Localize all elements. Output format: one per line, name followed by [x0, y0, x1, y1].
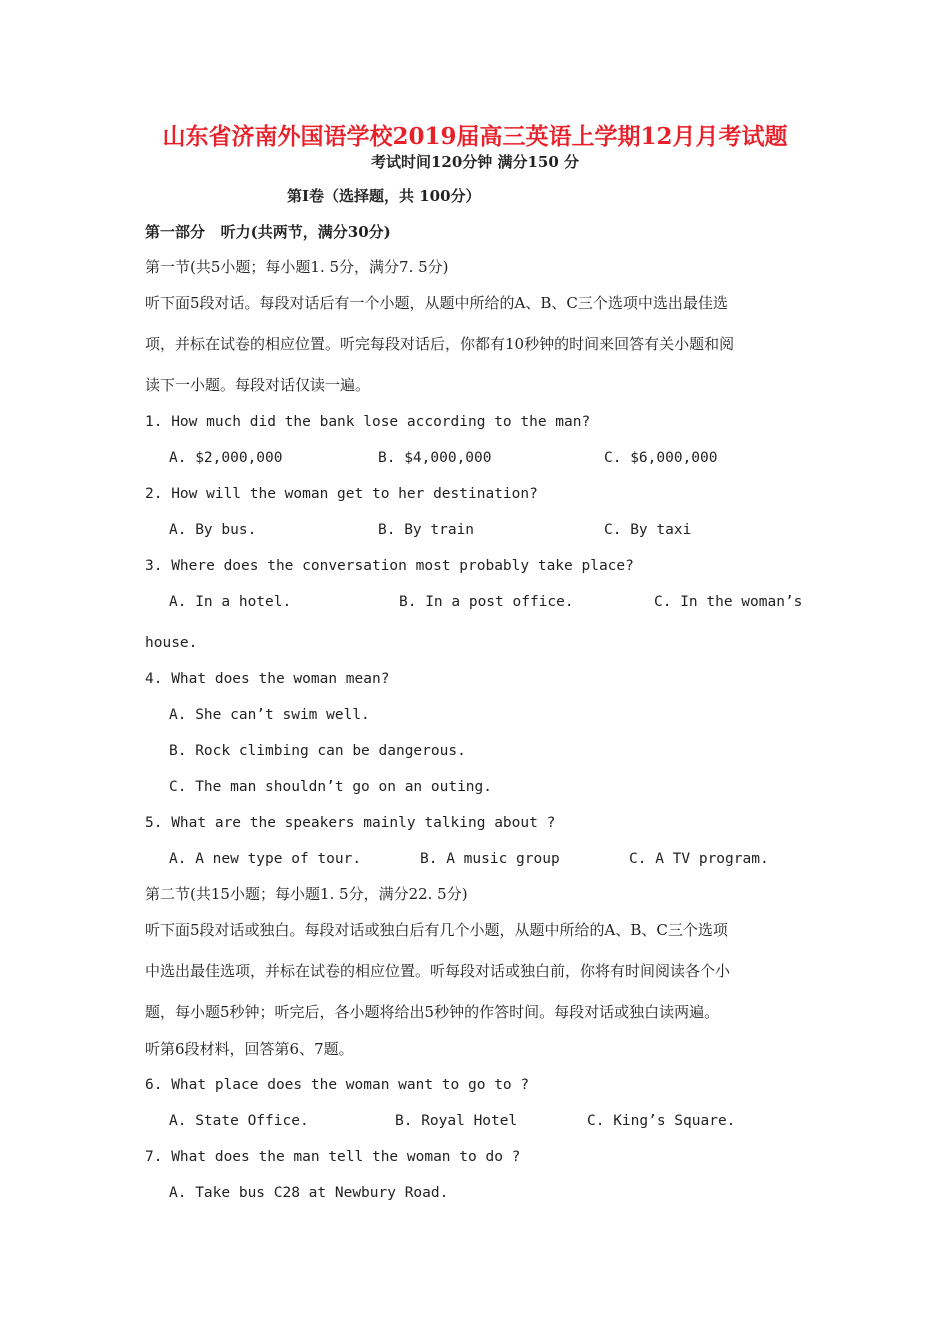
- section2-instruction-line: 中选出最佳选项，并标在试卷的相应位置。听每段对话或独白前，你将有时间阅读各个小: [145, 962, 731, 980]
- question-7-stem: 7. What does the man tell the woman to do ?: [145, 1149, 521, 1165]
- question-4-option-c: C. The man shouldn’t go on an outing.: [169, 779, 493, 795]
- question-1-option-c: C. $6,000,000: [604, 450, 718, 466]
- question-5-option-c: C. A TV program.: [629, 851, 769, 867]
- section2-heading: 第二节(共15小题；每小题1. 5分，满分22. 5分): [145, 885, 468, 903]
- question-1-option-b: B. $4,000,000: [378, 450, 492, 466]
- question-5-option-b: B. A music group: [420, 851, 560, 867]
- exam-title: 山东省济南外国语学校2019届高三英语上学期12月月考试题: [162, 123, 788, 150]
- question-4-option-a: A. She can’t swim well.: [169, 707, 370, 723]
- question-1-stem: 1. How much did the bank lose according to the man?: [145, 414, 591, 430]
- question-4-stem: 4. What does the woman mean?: [145, 671, 390, 687]
- section2-instruction-line: 听下面5段对话或独白。每段对话或独白后有几个小题，从题中所给的A、B、C三个选项: [145, 921, 728, 939]
- section1-heading: 第一节(共5小题；每小题1. 5分，满分7. 5分): [145, 258, 449, 276]
- question-6-option-c: C. King’s Square.: [587, 1113, 736, 1129]
- question-2-stem: 2. How will the woman get to her destination?: [145, 486, 538, 502]
- question-3-option-b: B. In a post office.: [399, 594, 574, 610]
- question-7-option-a: A. Take bus C28 at Newbury Road.: [169, 1185, 449, 1201]
- question-5-stem: 5. What are the speakers mainly talking about ?: [145, 815, 556, 831]
- question-3-stem: 3. Where does the conversation most probably take place?: [145, 558, 634, 574]
- question-6-option-a: A. State Office.: [169, 1113, 309, 1129]
- question-5-option-a: A. A new type of tour.: [169, 851, 362, 867]
- question-2-option-a: A. By bus.: [169, 522, 257, 538]
- question-2-option-b: B. By train: [378, 522, 475, 538]
- question-3-option-c-continued: house.: [145, 635, 198, 651]
- question-2-option-c: C. By taxi: [604, 522, 692, 538]
- section1-instruction-line: 读下一小题。每段对话仅读一遍。: [145, 376, 371, 394]
- question-6-stem: 6. What place does the woman want to go to ?: [145, 1077, 530, 1093]
- question-3-option-c: C. In the woman’s: [654, 594, 803, 610]
- exam-subtitle: 考试时间120分钟 满分150 分: [370, 153, 580, 171]
- section1-instruction-line: 听下面5段对话。每段对话后有一个小题，从题中所给的A、B、C三个选项中选出最佳选: [145, 294, 728, 312]
- volume-heading: 第Ⅰ卷（选择题，共 100分）: [287, 187, 481, 205]
- part1-heading: 第一部分 听力(共两节，满分30分): [145, 223, 391, 241]
- material-6-instruction: 听第6段材料，回答第6、7题。: [145, 1040, 354, 1058]
- question-1-option-a: A. $2,000,000: [169, 450, 283, 466]
- question-6-option-b: B. Royal Hotel: [395, 1113, 518, 1129]
- question-4-option-b: B. Rock climbing can be dangerous.: [169, 743, 466, 759]
- section2-instruction-line: 题，每小题5秒钟；听完后，各小题将给出5秒钟的作答时间。每段对话或独白读两遍。: [145, 1003, 720, 1021]
- section1-instruction-line: 项，并标在试卷的相应位置。听完每段对话后，你都有10秒钟的时间来回答有关小题和阅: [145, 335, 735, 353]
- question-3-option-a: A. In a hotel.: [169, 594, 292, 610]
